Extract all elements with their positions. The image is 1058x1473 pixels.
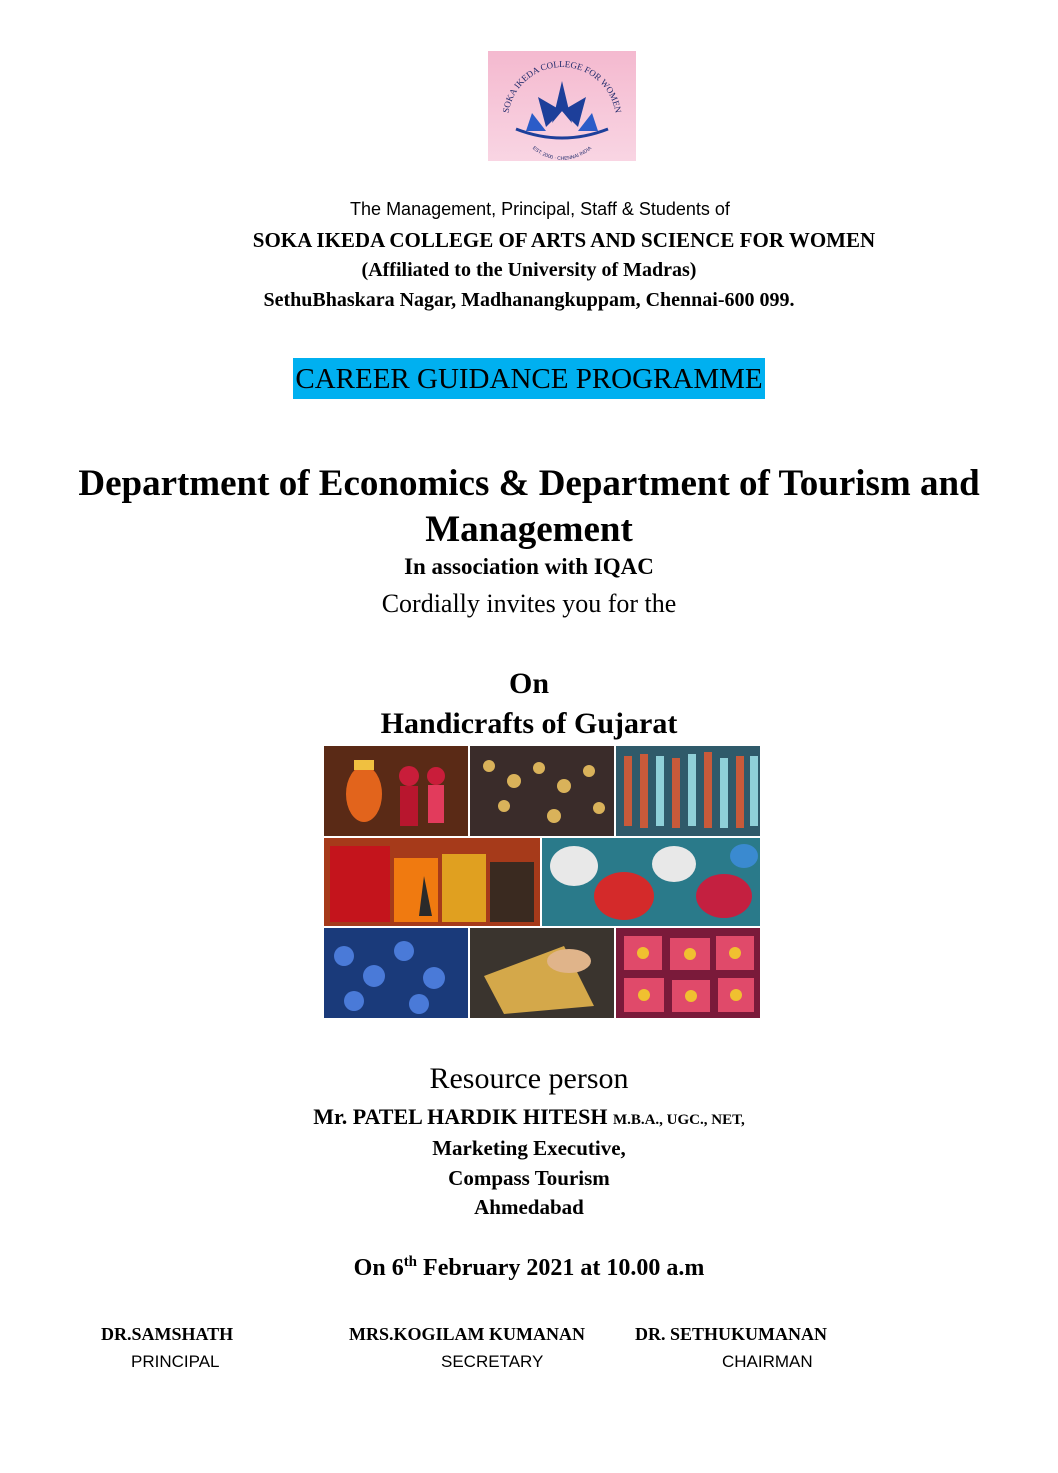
- signatory-title-chairman: CHAIRMAN: [722, 1352, 813, 1371]
- resource-person-organisation: Compass Tourism: [448, 1166, 610, 1190]
- logo-est-text: EST. 2000 · CHENNAI INDIA: [531, 145, 593, 161]
- handicrafts-photo-collage: [324, 746, 760, 1018]
- event-date: [0, 1254, 1058, 1282]
- department-line-1: Department of Economics & Department of Tourism and: [78, 463, 980, 504]
- invitation-line: Cordially invites you for the: [381, 589, 677, 618]
- programme-banner: [0, 358, 1058, 399]
- association: In association with IQAC: [404, 554, 654, 579]
- programme-title: CAREER GUIDANCE PROGRAMME: [293, 358, 764, 399]
- college-name: SOKA IKEDA COLLEGE OF ARTS AND SCIENCE FOR WOMEN: [252, 228, 876, 252]
- resource-person-heading: Resource person: [429, 1062, 629, 1095]
- signatory-title-secretary: SECRETARY: [441, 1352, 544, 1371]
- affiliation: (Affiliated to the University of Madras): [361, 259, 697, 281]
- topic-title: Handicrafts of Gujarat: [380, 707, 678, 740]
- resource-person-role: Marketing Executive,: [432, 1136, 626, 1160]
- signatory-title-principal: PRINCIPAL: [131, 1352, 220, 1371]
- event-date-prefix: On 6: [353, 1255, 404, 1281]
- topic-on: On: [508, 667, 550, 700]
- signatory-name-secretary: MRS.KOGILAM KUMANAN: [349, 1324, 585, 1344]
- address: SethuBhaskara Nagar, Madhanangkuppam, Chennai-600 099.: [263, 289, 795, 311]
- signatory-name-principal: DR.SAMSHATH: [101, 1324, 234, 1344]
- college-logo: [488, 51, 636, 161]
- resource-person-name-line: [0, 1104, 1058, 1130]
- resource-person-city: Ahmedabad: [474, 1195, 584, 1219]
- logo-arc-text: SOKA IKEDA COLLEGE FOR WOMEN: [500, 58, 624, 114]
- signatory-name-chairman: DR. SETHUKUMANAN: [635, 1324, 828, 1344]
- event-date-ordinal: th: [403, 1254, 418, 1270]
- department-line-2: Management: [425, 509, 633, 550]
- resource-person-name: Mr. PATEL HARDIK HITESH: [313, 1104, 608, 1129]
- intro-line: The Management, Principal, Staff & Students of: [350, 199, 730, 219]
- resource-person-degrees: M.B.A., UGC., NET,: [612, 1112, 745, 1128]
- event-date-suffix: February 2021 at 10.00 a.m: [417, 1255, 705, 1281]
